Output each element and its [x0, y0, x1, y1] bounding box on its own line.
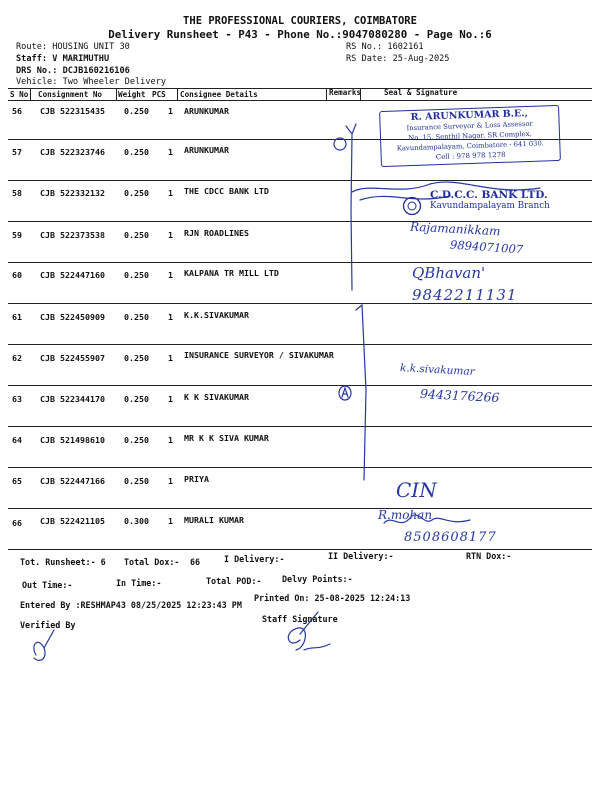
row-59-weight: 0.250 — [124, 230, 149, 240]
handwriting-row60-name: QBhavan' — [412, 264, 486, 282]
row-65-sno: 65 — [12, 476, 22, 486]
circle-mark-icon — [342, 388, 348, 397]
ii-delivery: II Delivery:- — [328, 551, 394, 561]
row-64-pcs: 1 — [168, 435, 173, 445]
runsheet-subtitle: Delivery Runsheet - P43 - Phone No.:9047080280 - Page No.:6 — [108, 28, 492, 41]
row-59-pcs: 1 — [168, 230, 173, 240]
row-60-consignment: CJB 522447160 — [40, 270, 105, 280]
row-65-weight: 0.250 — [124, 476, 149, 486]
row-62-weight: 0.250 — [124, 353, 149, 363]
row-61-weight: 0.250 — [124, 312, 149, 322]
staff-label: Staff: V MARIMUTHU — [16, 54, 110, 64]
row-66-sno: 66 — [12, 518, 22, 528]
verified-signature-icon — [34, 630, 54, 660]
staff-signature-label: Staff Signature — [262, 614, 338, 624]
row-64-consignee: MR K K SIVA KUMAR — [184, 433, 269, 443]
row-57-consignment: CJB 522323746 — [40, 147, 105, 157]
col-remarks: Remarks — [329, 88, 362, 97]
bank-emblem-icon — [402, 196, 422, 216]
col-seal: Seal & Signature — [384, 88, 458, 97]
delvy-points: Delvy Points:- — [282, 574, 353, 584]
row-56-consignee: ARUNKUMAR — [184, 106, 229, 116]
total-pod: Total POD:- — [206, 576, 262, 586]
row-60-pcs: 1 — [168, 270, 173, 280]
handwriting-row62-name: k.k.sivakumar — [399, 362, 475, 378]
handwriting-row60-phone: 9842211131 — [412, 286, 518, 304]
col-pcs: PCS — [152, 90, 166, 99]
handwriting-row59-name: Rajamanikkam — [409, 219, 501, 239]
row-59-sno: 59 — [12, 230, 22, 240]
handwriting-row65-cin: CIN — [396, 478, 437, 502]
handwriting-row62-phone: 9443176266 — [419, 385, 500, 406]
row-56-consignment: CJB 522315435 — [40, 106, 105, 116]
row-61-consignment: CJB 522450909 — [40, 312, 105, 322]
pen-line-icon — [356, 305, 366, 480]
handwriting-row66-name: R.mohan — [378, 508, 433, 522]
row-58-weight: 0.250 — [124, 188, 149, 198]
total-dox-label: Total Dox:- — [124, 557, 180, 567]
route-label: Route: HOUSING UNIT 30 — [16, 42, 130, 52]
row-56-pcs: 1 — [168, 106, 173, 116]
row-64-weight: 0.250 — [124, 435, 149, 445]
row-64-sno: 64 — [12, 435, 22, 445]
row-62-consignee: INSURANCE SURVEYOR / SIVAKUMAR — [184, 350, 334, 360]
row-60-sno: 60 — [12, 270, 22, 280]
row-66-consignee: MURALI KUMAR — [184, 515, 244, 525]
vehicle-label: Vehicle: Two Wheeler Delivery — [16, 77, 167, 87]
row-61-consignee: K.K.SIVAKUMAR — [184, 310, 249, 320]
row-63-consignee: K K SIVAKUMAR — [184, 392, 249, 402]
total-dox-value: 66 — [190, 557, 201, 567]
col-sno: S No — [10, 90, 29, 99]
row-58-sno: 58 — [12, 188, 22, 198]
row-60-weight: 0.250 — [124, 270, 149, 280]
drs-label: DRS No.: DCJB160216106 — [16, 66, 130, 76]
company-title: THE PROFESSIONAL COURIERS, COIMBATORE — [183, 15, 417, 27]
col-consignee: Consignee Details — [180, 90, 258, 99]
i-delivery: I Delivery:- — [224, 554, 285, 564]
pen-line-icon — [351, 135, 352, 290]
row-56-weight: 0.250 — [124, 106, 149, 116]
row-57-consignee: ARUNKUMAR — [184, 145, 229, 155]
printed-on: Printed On: 25-08-2025 12:24:13 — [254, 593, 411, 603]
row-65-consignee: PRIYA — [184, 474, 209, 484]
row-61-sno: 61 — [12, 312, 22, 322]
row-66-pcs: 1 — [168, 516, 173, 526]
row-64-consignment: CJB 521498610 — [40, 435, 105, 445]
col-weight: Weight — [118, 90, 146, 99]
row-63-weight: 0.250 — [124, 394, 149, 404]
bank-stamp: C.D.C.C. BANK LTD. Kavundampalayam Branch — [402, 190, 562, 212]
row-66-consignment: CJB 522421105 — [40, 516, 105, 526]
entered-by: Entered By :RESHMAP43 08/25/2025 12:23:43 PM — [20, 600, 242, 610]
row-57-sno: 57 — [12, 147, 22, 157]
row-61-pcs: 1 — [168, 312, 173, 322]
row-57-weight: 0.250 — [124, 147, 149, 157]
row-66-weight: 0.300 — [124, 516, 149, 526]
handwriting-row59-phone: 9894071007 — [449, 237, 524, 257]
circle-mark-icon — [334, 138, 346, 150]
row-63-sno: 63 — [12, 394, 22, 404]
check-mark-icon — [346, 124, 356, 134]
col-consignment: Consignment No — [38, 90, 103, 99]
verified-by-label: Verified By — [20, 620, 76, 630]
row-63-pcs: 1 — [168, 394, 173, 404]
row-63-consignment: CJB 522344170 — [40, 394, 105, 404]
row-58-pcs: 1 — [168, 188, 173, 198]
handwriting-row66-phone: 8508608177 — [404, 530, 497, 545]
out-time: Out Time:- — [22, 580, 73, 590]
row-58-consignee: THE CDCC BANK LTD — [184, 186, 269, 196]
row-59-consignee: RJN ROADLINES — [184, 228, 249, 238]
in-time: In Time:- — [116, 578, 162, 588]
rs-date: RS Date: 25-Aug-2025 — [346, 54, 450, 64]
row-62-consignment: CJB 522455907 — [40, 353, 105, 363]
row-58-consignment: CJB 522332132 — [40, 188, 105, 198]
row-62-sno: 62 — [12, 353, 22, 363]
row-62-pcs: 1 — [168, 353, 173, 363]
rtn-dox: RTN Dox:- — [466, 551, 512, 561]
row-57-pcs: 1 — [168, 147, 173, 157]
tot-runsheet: Tot. Runsheet:- 6 — [20, 557, 106, 567]
row-65-consignment: CJB 522447166 — [40, 476, 105, 486]
row-65-pcs: 1 — [168, 476, 173, 486]
row-56-sno: 56 — [12, 106, 22, 116]
row-59-consignment: CJB 522373538 — [40, 230, 105, 240]
row-60-consignee: KALPANA TR MILL LTD — [184, 268, 279, 278]
surveyor-stamp: R. ARUNKUMAR B.E., Insurance Surveyor & Loss Assessor No. 15, Senthil Nagar, SR Complex, Kavundampalayam, Coimbatore - 641 030. Cell : 978 978 1278 — [379, 105, 561, 167]
rs-number: RS No.: 1602161 — [346, 42, 424, 52]
